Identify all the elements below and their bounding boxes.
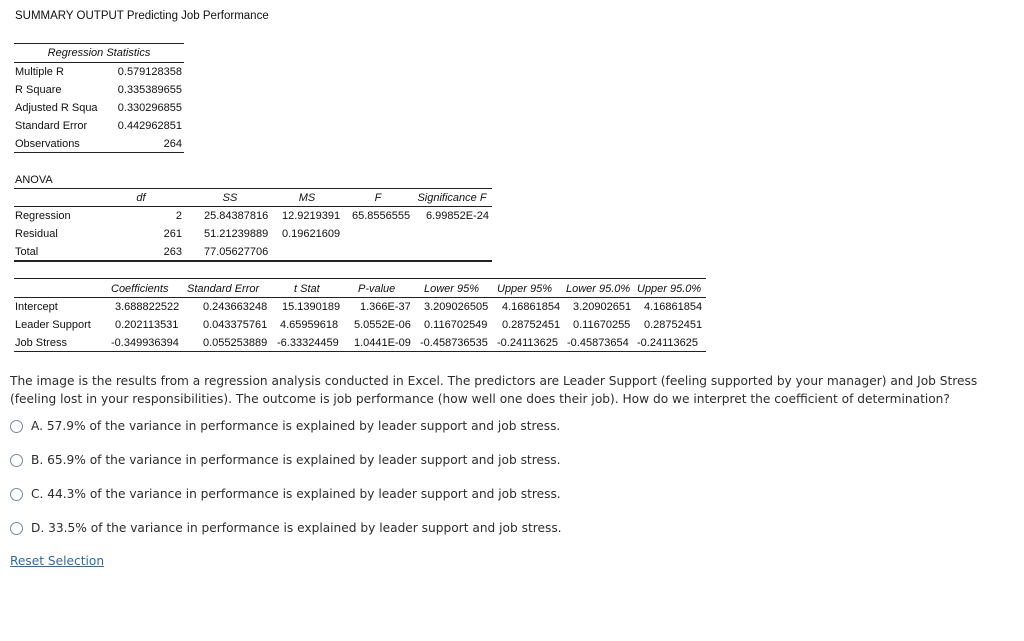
coef-header: P-value — [358, 283, 396, 295]
anova-ss: 77.05627706 — [204, 246, 269, 258]
option-d[interactable] — [10, 521, 562, 535]
anova-bottom-rule — [14, 260, 492, 262]
coef-value: 3.209026505 — [424, 301, 489, 313]
anova-row-label: Regression — [15, 210, 71, 222]
coef-header: Lower 95.0% — [566, 283, 631, 295]
regstats-value: 0.330296855 — [117, 102, 182, 114]
regstats-value: 0.335389655 — [117, 84, 182, 96]
coef-header: Lower 95% — [424, 283, 480, 295]
coef-value: 5.0552E-06 — [354, 319, 411, 331]
coef-header-rule — [14, 297, 706, 298]
coef-header: Upper 95% — [497, 283, 553, 295]
regstats-label: Standard Error — [15, 120, 88, 132]
coef-value: -0.349936394 — [111, 337, 179, 349]
coef-value: 0.055253889 — [203, 337, 268, 349]
coef-row-label: Leader Support — [15, 319, 91, 331]
coef-value: 3.688822522 — [115, 301, 180, 313]
coef-bottom-rule — [14, 351, 706, 352]
coef-value: 4.65959618 — [280, 319, 339, 331]
coef-value: -0.24113625 — [497, 337, 558, 349]
regstats-label: Multiple R — [15, 66, 64, 78]
anova-row-label: Residual — [15, 228, 58, 240]
anova-ss: 25.84387816 — [204, 210, 269, 222]
coef-value: 3.20902651 — [573, 301, 632, 313]
coef-value: 1.366E-37 — [360, 301, 411, 313]
regstats-top-rule — [14, 43, 184, 44]
radio-button-icon[interactable] — [10, 420, 23, 433]
coef-value: 0.243663248 — [203, 301, 268, 313]
option-label: A. 57.9% of the variance in performance is explained by leader support and job stress. — [31, 419, 561, 433]
reset-selection-link[interactable]: Reset Selection — [10, 554, 105, 568]
regstats-header-rule — [14, 62, 184, 63]
anova-sigf: 6.99852E-24 — [426, 210, 489, 222]
regstats-label: Observations — [15, 138, 80, 150]
regstats-value: 264 — [163, 138, 182, 150]
regstats-value: 0.442962851 — [117, 120, 182, 132]
anova-top-rule — [14, 188, 492, 189]
anova-ms: 0.19621609 — [282, 228, 341, 240]
regstats-header: Regression Statistics — [47, 47, 151, 59]
coef-value: 0.11670255 — [573, 319, 631, 331]
anova-header-df: df — [136, 192, 146, 204]
anova-header-ss: SS — [222, 192, 238, 204]
option-label: C. 44.3% of the variance in performance is explained by leader support and job stress. — [31, 487, 561, 501]
regstats-value: 0.579128358 — [117, 66, 182, 78]
anova-row-label: Total — [15, 246, 39, 258]
coef-value: -0.45873654 — [567, 337, 629, 349]
anova-header-f: F — [374, 192, 382, 204]
anova-df: 263 — [163, 246, 182, 258]
radio-button-icon[interactable] — [10, 454, 23, 467]
anova-df: 261 — [163, 228, 182, 240]
option-c[interactable] — [10, 487, 561, 501]
coef-value: 1.0441E-09 — [354, 337, 411, 349]
coef-value: 0.202113531 — [115, 319, 179, 331]
anova-df: 2 — [175, 210, 182, 222]
question-text: The image is the results from a regression analysis conducted in Excel. The predictors are Leader Support (feeling supported by your manager) and Job Stress (feeling lost in your responsibilities). The outcome is job performance (how well one does their job). How do we interpret the coefficient of determination? — [10, 374, 978, 406]
coef-value: 0.28752451 — [644, 319, 703, 331]
anova-ss: 51.21239889 — [204, 228, 269, 240]
anova-header-rule — [14, 206, 492, 207]
option-b[interactable] — [10, 453, 561, 467]
coef-top-rule — [14, 278, 706, 279]
coef-value: 0.043375761 — [203, 319, 268, 331]
coef-value: 15.1390189 — [282, 301, 341, 313]
regstats-bottom-rule — [14, 152, 184, 153]
excel-output — [0, 0, 720, 360]
anova-ms: 12.9219391 — [282, 210, 341, 222]
coef-value: 4.16861854 — [502, 301, 561, 313]
coef-value: -6.33324459 — [277, 337, 339, 349]
anova-header-sigf: Significance F — [417, 192, 487, 204]
coef-header: Standard Error — [187, 283, 260, 295]
coef-value: 0.28752451 — [502, 319, 561, 331]
regstats-label: Adjusted R Squa — [15, 102, 98, 114]
coef-header: Coefficients — [111, 283, 169, 295]
coef-row-label: Job Stress — [15, 337, 67, 349]
anova-label: ANOVA — [15, 174, 53, 186]
coef-header: t Stat — [294, 283, 320, 295]
option-label: D. 33.5% of the variance in performance is explained by leader support and job stress. — [31, 521, 562, 535]
coef-row-label: Intercept — [15, 301, 58, 313]
anova-f: 65.8556555 — [352, 210, 411, 222]
coef-value: -0.24113625 — [637, 337, 698, 349]
radio-button-icon[interactable] — [10, 488, 23, 501]
radio-button-icon[interactable] — [10, 522, 23, 535]
coef-value: -0.458736535 — [420, 337, 488, 349]
option-a[interactable] — [10, 419, 560, 433]
coef-value: 0.116702549 — [424, 319, 488, 331]
summary-title: SUMMARY OUTPUT Predicting Job Performance — [15, 10, 269, 22]
regstats-label: R Square — [15, 84, 62, 96]
anova-header-ms: MS — [298, 192, 316, 204]
coef-value: 4.16861854 — [644, 301, 703, 313]
coef-header: Upper 95.0% — [637, 283, 702, 295]
option-label: B. 65.9% of the variance in performance is explained by leader support and job stress. — [31, 453, 561, 467]
